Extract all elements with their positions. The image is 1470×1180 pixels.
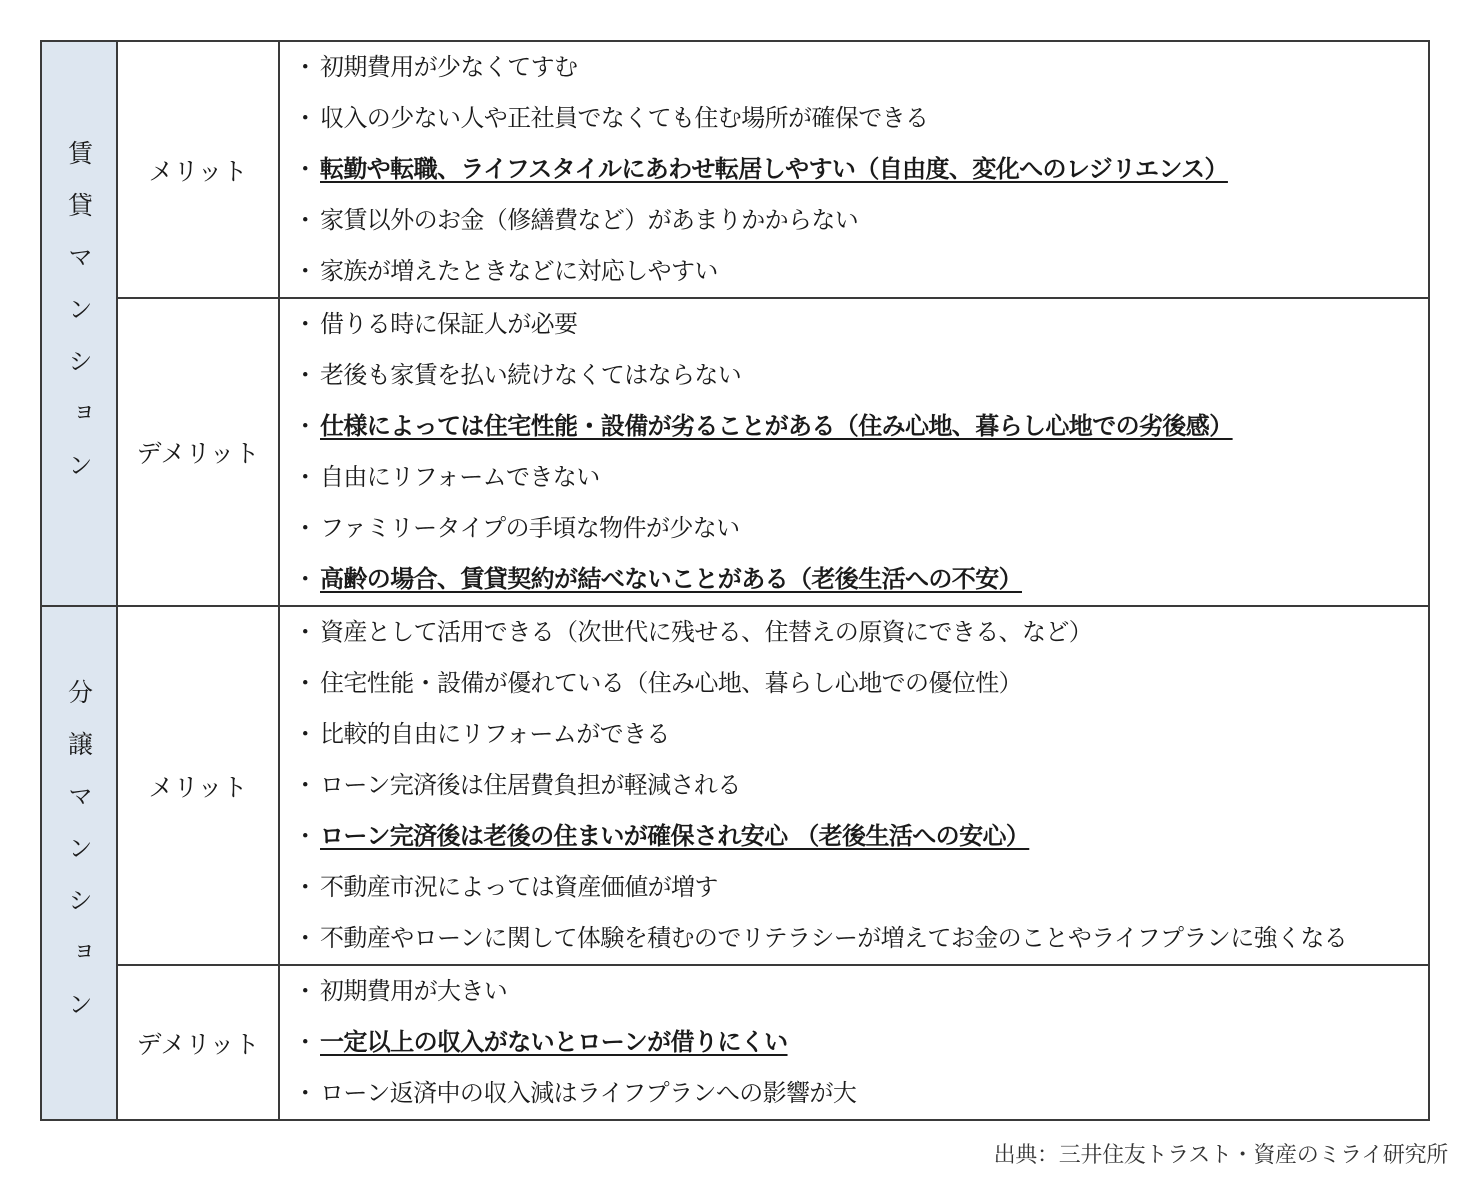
list-item [280, 246, 1428, 297]
bullet-icon: ・ [293, 1028, 317, 1056]
item-list [280, 966, 1428, 1119]
bullet-icon: ・ [293, 1079, 317, 1107]
bullet-icon: ・ [293, 669, 317, 697]
item-text: 収入の少ない人や正社員でなくても住む場所が確保できる [320, 104, 929, 132]
item-text: 住宅性能・設備が優れている（住み心地、暮らし心地での優位性） [320, 669, 1022, 697]
items-cell [279, 606, 1429, 965]
bullet-icon: ・ [293, 361, 317, 389]
list-item [280, 607, 1428, 658]
item-text: 不動産市況によっては資産価値が増す [320, 873, 718, 901]
item-text: 高齢の場合、賃貸契約が結べないことがある（老後生活への不安） [320, 565, 1022, 593]
item-list [280, 299, 1428, 605]
table-row [41, 41, 1429, 298]
list-item [280, 93, 1428, 144]
bullet-icon: ・ [293, 771, 317, 799]
type-label: メリット [117, 41, 279, 298]
category-label: 分譲マンション [64, 679, 94, 1043]
item-text: 一定以上の収入がないとローンが借りにくい [320, 1028, 788, 1056]
bullet-icon: ・ [293, 514, 317, 542]
item-text: ファミリータイプの手頃な物件が少ない [320, 514, 740, 542]
item-text: 家族が増えたときなどに対応しやすい [320, 257, 718, 285]
list-item [280, 195, 1428, 246]
item-text: 家賃以外のお金（修繕費など）があまりかからない [320, 206, 859, 234]
bullet-icon: ・ [293, 206, 317, 234]
item-text: 初期費用が大きい [320, 977, 508, 1005]
list-item [280, 554, 1428, 605]
list-item [280, 1017, 1428, 1068]
item-text: 転勤や転職、ライフスタイルにあわせ転居しやすい（自由度、変化へのレジリエンス） [320, 155, 1228, 183]
table-row [41, 298, 1429, 606]
type-label: デメリット [117, 298, 279, 606]
bullet-icon: ・ [293, 618, 317, 646]
type-label: デメリット [117, 965, 279, 1120]
bullet-icon: ・ [293, 104, 317, 132]
bullet-icon: ・ [293, 53, 317, 81]
list-item [280, 42, 1428, 93]
list-item [280, 709, 1428, 760]
item-text: 仕様によっては住宅性能・設備が劣ることがある（住み心地、暮らし心地での劣後感） [320, 412, 1233, 440]
list-item [280, 299, 1428, 350]
list-item [280, 503, 1428, 554]
comparison-table [40, 40, 1430, 1121]
item-text: ローン返済中の収入減はライフプランへの影響が大 [320, 1079, 857, 1107]
list-item [280, 966, 1428, 1017]
list-item [280, 760, 1428, 811]
item-text: 老後も家賃を払い続けなくてはならない [320, 361, 742, 389]
items-cell [279, 298, 1429, 606]
list-item [280, 144, 1428, 195]
list-item [280, 350, 1428, 401]
list-item [280, 401, 1428, 452]
bullet-icon: ・ [293, 310, 317, 338]
bullet-icon: ・ [293, 873, 317, 901]
list-item [280, 1068, 1428, 1119]
list-item [280, 913, 1428, 964]
bullet-icon: ・ [293, 463, 317, 491]
item-text: 自由にリフォームできない [320, 463, 600, 491]
item-text: 比較的自由にリフォームができる [320, 720, 670, 748]
bullet-icon: ・ [293, 155, 317, 183]
item-list [280, 607, 1428, 964]
list-item [280, 811, 1428, 862]
bullet-icon: ・ [293, 720, 317, 748]
category-cell [41, 606, 117, 1120]
item-text: ローン完済後は住居費負担が軽減される [320, 771, 741, 799]
category-label: 賃貸マンション [64, 139, 94, 504]
list-item [280, 862, 1428, 913]
list-item [280, 452, 1428, 503]
bullet-icon: ・ [293, 257, 317, 285]
type-label: メリット [117, 606, 279, 965]
item-text: 借りる時に保証人が必要 [320, 310, 578, 338]
item-text: 不動産やローンに関して体験を積むのでリテラシーが増えてお金のことやライフプランに強くなる [320, 924, 1348, 952]
bullet-icon: ・ [293, 924, 317, 952]
bullet-icon: ・ [293, 412, 317, 440]
items-cell [279, 41, 1429, 298]
table-row [41, 965, 1429, 1120]
source-note: 出典：三井住友トラスト・資産のミライ研究所 [993, 1143, 1448, 1168]
list-item [280, 658, 1428, 709]
item-list [280, 42, 1428, 297]
bullet-icon: ・ [293, 822, 317, 850]
category-cell [41, 41, 117, 606]
item-text: ローン完済後は老後の住まいが確保され安心 （老後生活への安心） [320, 822, 1030, 850]
item-text: 初期費用が少なくてすむ [320, 53, 578, 81]
item-text: 資産として活用できる（次世代に残せる、住替えの原資にできる、など） [320, 618, 1093, 646]
items-cell [279, 965, 1429, 1120]
table-row [41, 606, 1429, 965]
bullet-icon: ・ [293, 565, 317, 593]
bullet-icon: ・ [293, 977, 317, 1005]
